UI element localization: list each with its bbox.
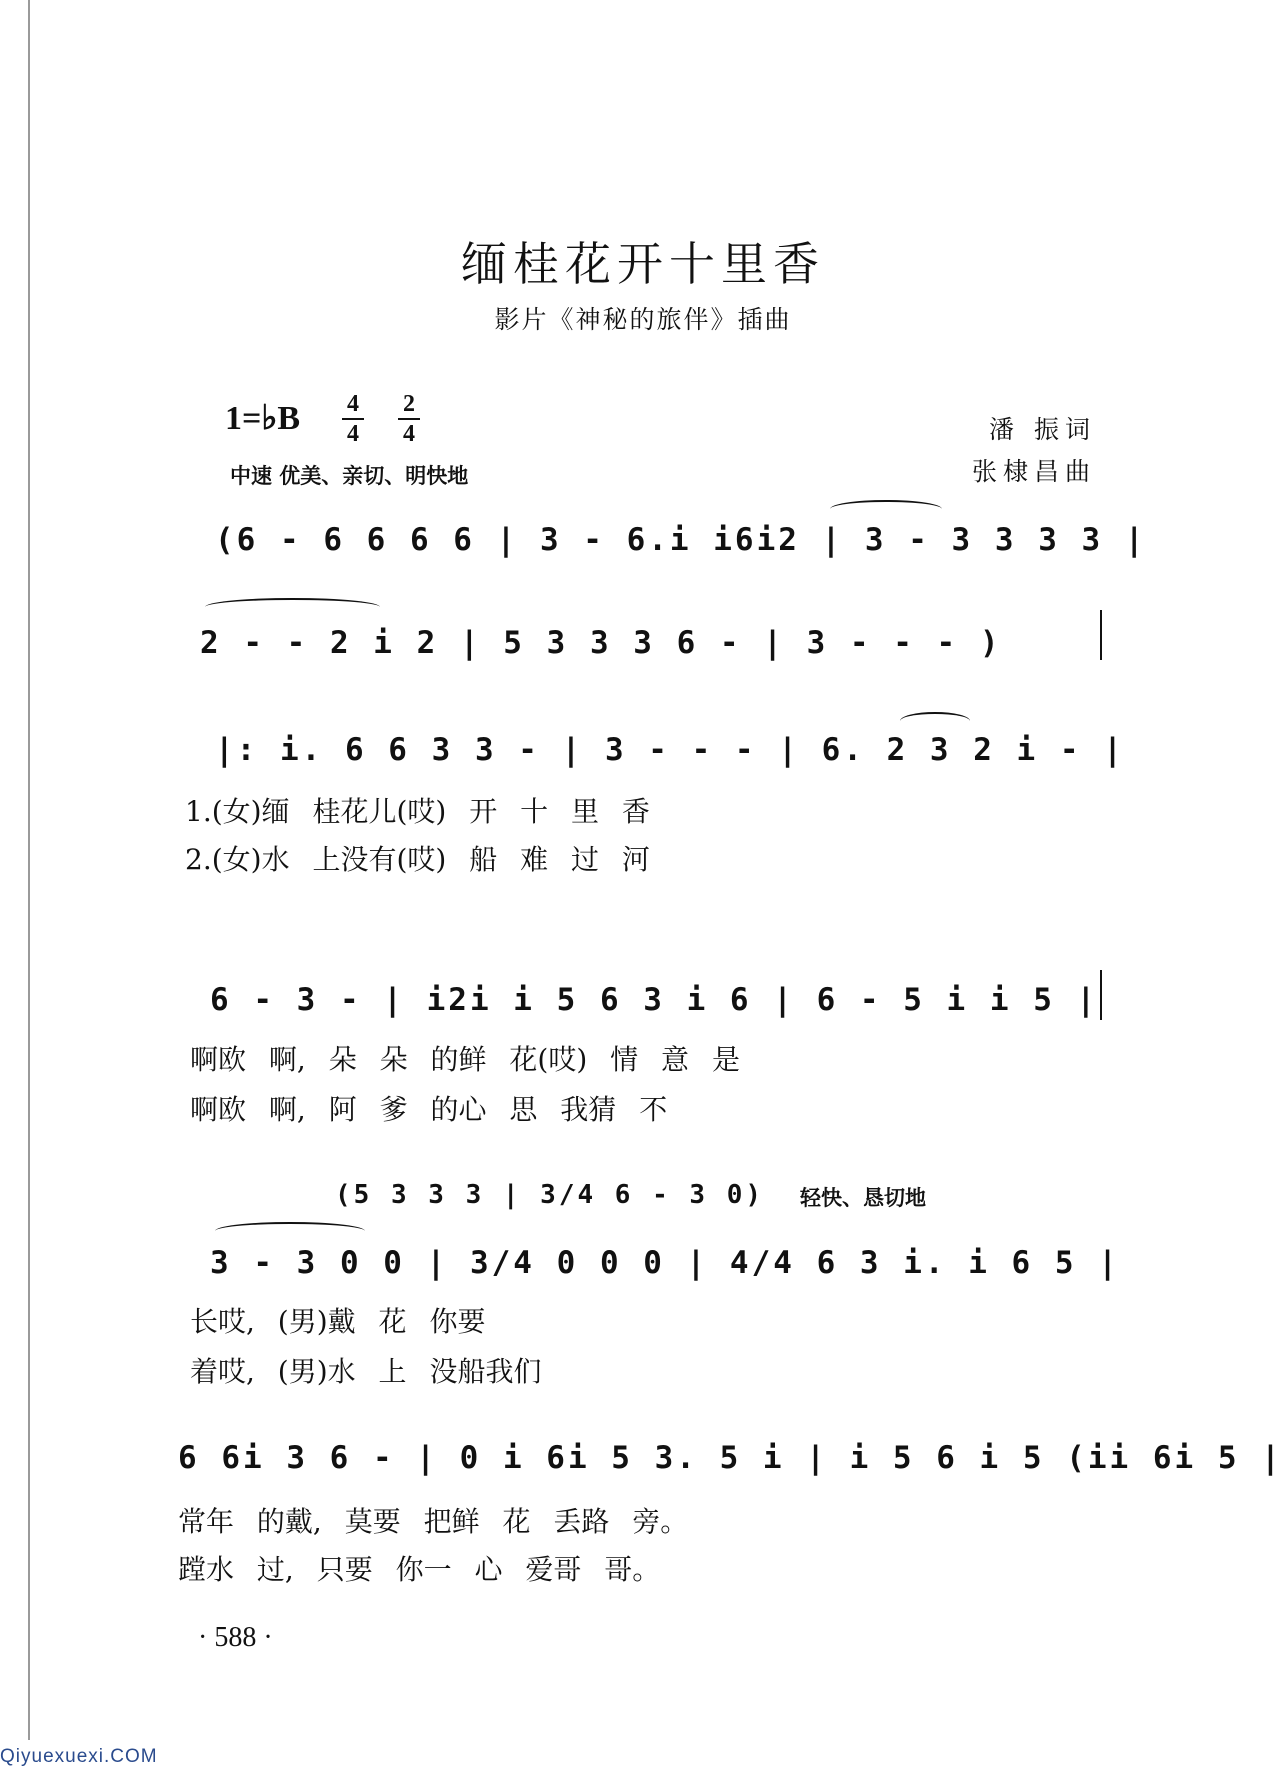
lyrics-row-3-verse-2: 2.(女)水 上没有(哎) 船 难 过 河 [185, 843, 650, 876]
lyrics-row-5-verse-1: 长哎, (男)戴 花 你要 [190, 1305, 486, 1338]
bar-line [1100, 610, 1102, 660]
tempo-marking-2: 轻快、恳切地 [800, 1186, 926, 1210]
tempo-marking: 中速 优美、亲切、明快地 [230, 464, 469, 488]
bar-line [1100, 970, 1102, 1020]
watermark-logo: Qiyuexuexi.COM [0, 1746, 158, 1767]
lyrics-row-5-verse-2: 着哎, (男)水 上 没船我们 [190, 1355, 542, 1388]
triplet-bracket [900, 712, 970, 730]
song-title: 缅桂花开十里香 [461, 237, 825, 291]
interlude-notes: (5 3 3 3 | 3/4 6 - 3 0) [335, 1180, 765, 1210]
score-row-2: 2 - - 2 i 2 | 5 3 3 3 6 - | 3 - - - ) [200, 625, 1002, 661]
score-row-6: 6 6i 3 6 - | 0 i 6i 5 3. 5 i | i 5 6 i 5 (ii 6i 5 | [178, 1440, 1283, 1476]
song-subtitle: 影片《神秘的旅伴》插曲 [494, 305, 792, 334]
time-signature-4-4: 4 4 [342, 392, 364, 446]
slur-mark [830, 500, 942, 518]
key-signature: 1=♭B [225, 400, 301, 437]
composer-credit: 张棣昌曲 [971, 457, 1096, 486]
time-signature-2-4: 2 4 [398, 392, 420, 446]
lyrics-row-4-verse-1: 啊欧 啊, 朵 朵 的鲜 花(哎) 情 意 是 [190, 1043, 740, 1076]
score-row-5: 3 - 3 0 0 | 3/4 0 0 0 | 4/4 6 3 i. i 6 5 | [210, 1245, 1120, 1281]
score-row-3: |: i. 6 6 3 3 - | 3 - - - | 6. 2 3 2 i - | [215, 732, 1125, 768]
slur-mark [205, 598, 380, 616]
lyrics-row-6-verse-1: 常年 的戴, 莫要 把鲜 花 丢路 旁。 [178, 1505, 689, 1538]
lyrics-row-4-verse-2: 啊欧 啊, 阿 爹 的心 思 我猜 不 [190, 1093, 668, 1126]
score-row-4: 6 - 3 - | i2i i 5 6 3 i 6 | 6 - 5 i i 5 | [210, 982, 1099, 1018]
slur-mark [215, 1222, 365, 1240]
lyrics-row-6-verse-2: 蹚水 过, 只要 你一 心 爱哥 哥。 [178, 1553, 661, 1586]
lyrics-row-3-verse-1: 1.(女)缅 桂花儿(哎) 开 十 里 香 [185, 795, 650, 828]
page-number: · 588 · [198, 1622, 273, 1653]
score-row-1: (6 - 6 6 6 6 | 3 - 6.i i6i2 | 3 - 3 3 3 3 | [215, 522, 1147, 558]
lyricist-credit: 潘 振词 [989, 415, 1096, 444]
